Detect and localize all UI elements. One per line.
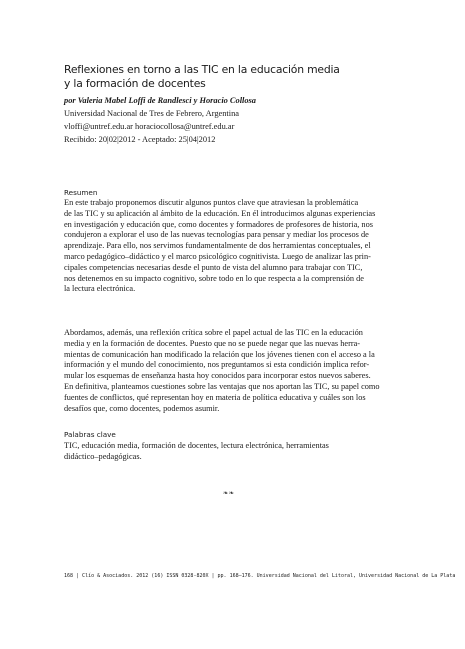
text-line: En definitiva, planteamos cuestiones sobre las ventajas que nos aportan las TIC, su papel como: [64, 381, 380, 391]
text-line: Abordamos, además, una reflexión crítica sobre el papel actual de las TIC en la educación: [64, 328, 363, 337]
text-line: didáctico–pedagógicas.: [64, 451, 142, 461]
abstract-paragraph-1: [64, 198, 404, 295]
text-line: condujeron a explorar el uso de las nuevas tecnologías para pensar y mediar los procesos de: [64, 230, 369, 240]
keywords-heading: Palabras clave: [64, 430, 116, 439]
text-line: marco pedagógico–didáctico y el marco psicológico cognitivista. Luego de analizar las prin-: [64, 251, 371, 261]
article-title: [64, 63, 364, 91]
article-title-line: Reflexiones en torno a las TIC en la educación media: [64, 63, 340, 76]
text-line: de las TIC y su aplicación al ámbito de la educación. En él introducimos algunas experiencias: [64, 208, 376, 218]
article-title-line: y la formación de docentes: [64, 77, 206, 90]
text-line: mientas de comunicación han modificado la relación que los jóvenes tienen con el acceso a la: [64, 349, 375, 359]
article-authors: por Valeria Mabel Loffi de Randlesci y Horacio Collosa: [64, 96, 256, 105]
text-line: cipales competencias necesarias desde el punto de vista del alumno para trabajar con TIC,: [64, 262, 363, 272]
text-line: mular los esquemas de enseñanza hasta hoy conocidos para incorporar estos nuevos saberes.: [64, 371, 371, 381]
submission-dates: Recibido: 20|02|2012 - Aceptado: 25|04|2012: [64, 135, 216, 144]
text-line: TIC, educación media, formación de docentes, lectura electrónica, herramientas: [64, 441, 329, 450]
text-line: nos detenemos en su impacto cognitivo, sobre todo en lo que respecta a la comprensión de: [64, 273, 364, 283]
text-line: en investigación y educación que, como docentes y formadores de profesores de historia, nos: [64, 219, 373, 229]
keywords-list: [64, 441, 404, 463]
abstract-paragraph-2: [64, 328, 404, 414]
text-line: información y el mundo del conocimiento, nos preguntamos si esta condición implica refor-: [64, 360, 370, 370]
text-line: la lectura electrónica.: [64, 284, 136, 294]
text-line: media y en la formación de docentes. Puesto que no se puede negar que las nuevas herra-: [64, 338, 361, 348]
text-line: desafíos que, como docentes, podemos asumir.: [64, 403, 220, 413]
text-line: fuentes de conflictos, qué representan hoy en materia de política educativa y cuáles son los: [64, 392, 366, 402]
text-line: En este trabajo proponemos discutir algunos puntos clave que atraviesan la problemática: [64, 198, 359, 207]
abstract-heading: Resumen: [64, 188, 98, 197]
text-line: aprendizaje. Para ello, nos servimos fundamentalmente de dos herramientas conceptuales, el: [64, 241, 371, 251]
section-ornament: ❧❧: [223, 489, 235, 497]
author-emails: vloffi@untref.edu.ar horaciocollosa@untref.edu.ar: [64, 122, 235, 131]
page-footer: 168 | Clío & Asociados. 2012 (16) ISSN 0328-820X | pp. 168–176. Universidad Nacional del Litoral, Universidad Nacional de La Plata: [64, 573, 456, 579]
author-affiliation: Universidad Nacional de Tres de Febrero, Argentina: [64, 109, 239, 118]
